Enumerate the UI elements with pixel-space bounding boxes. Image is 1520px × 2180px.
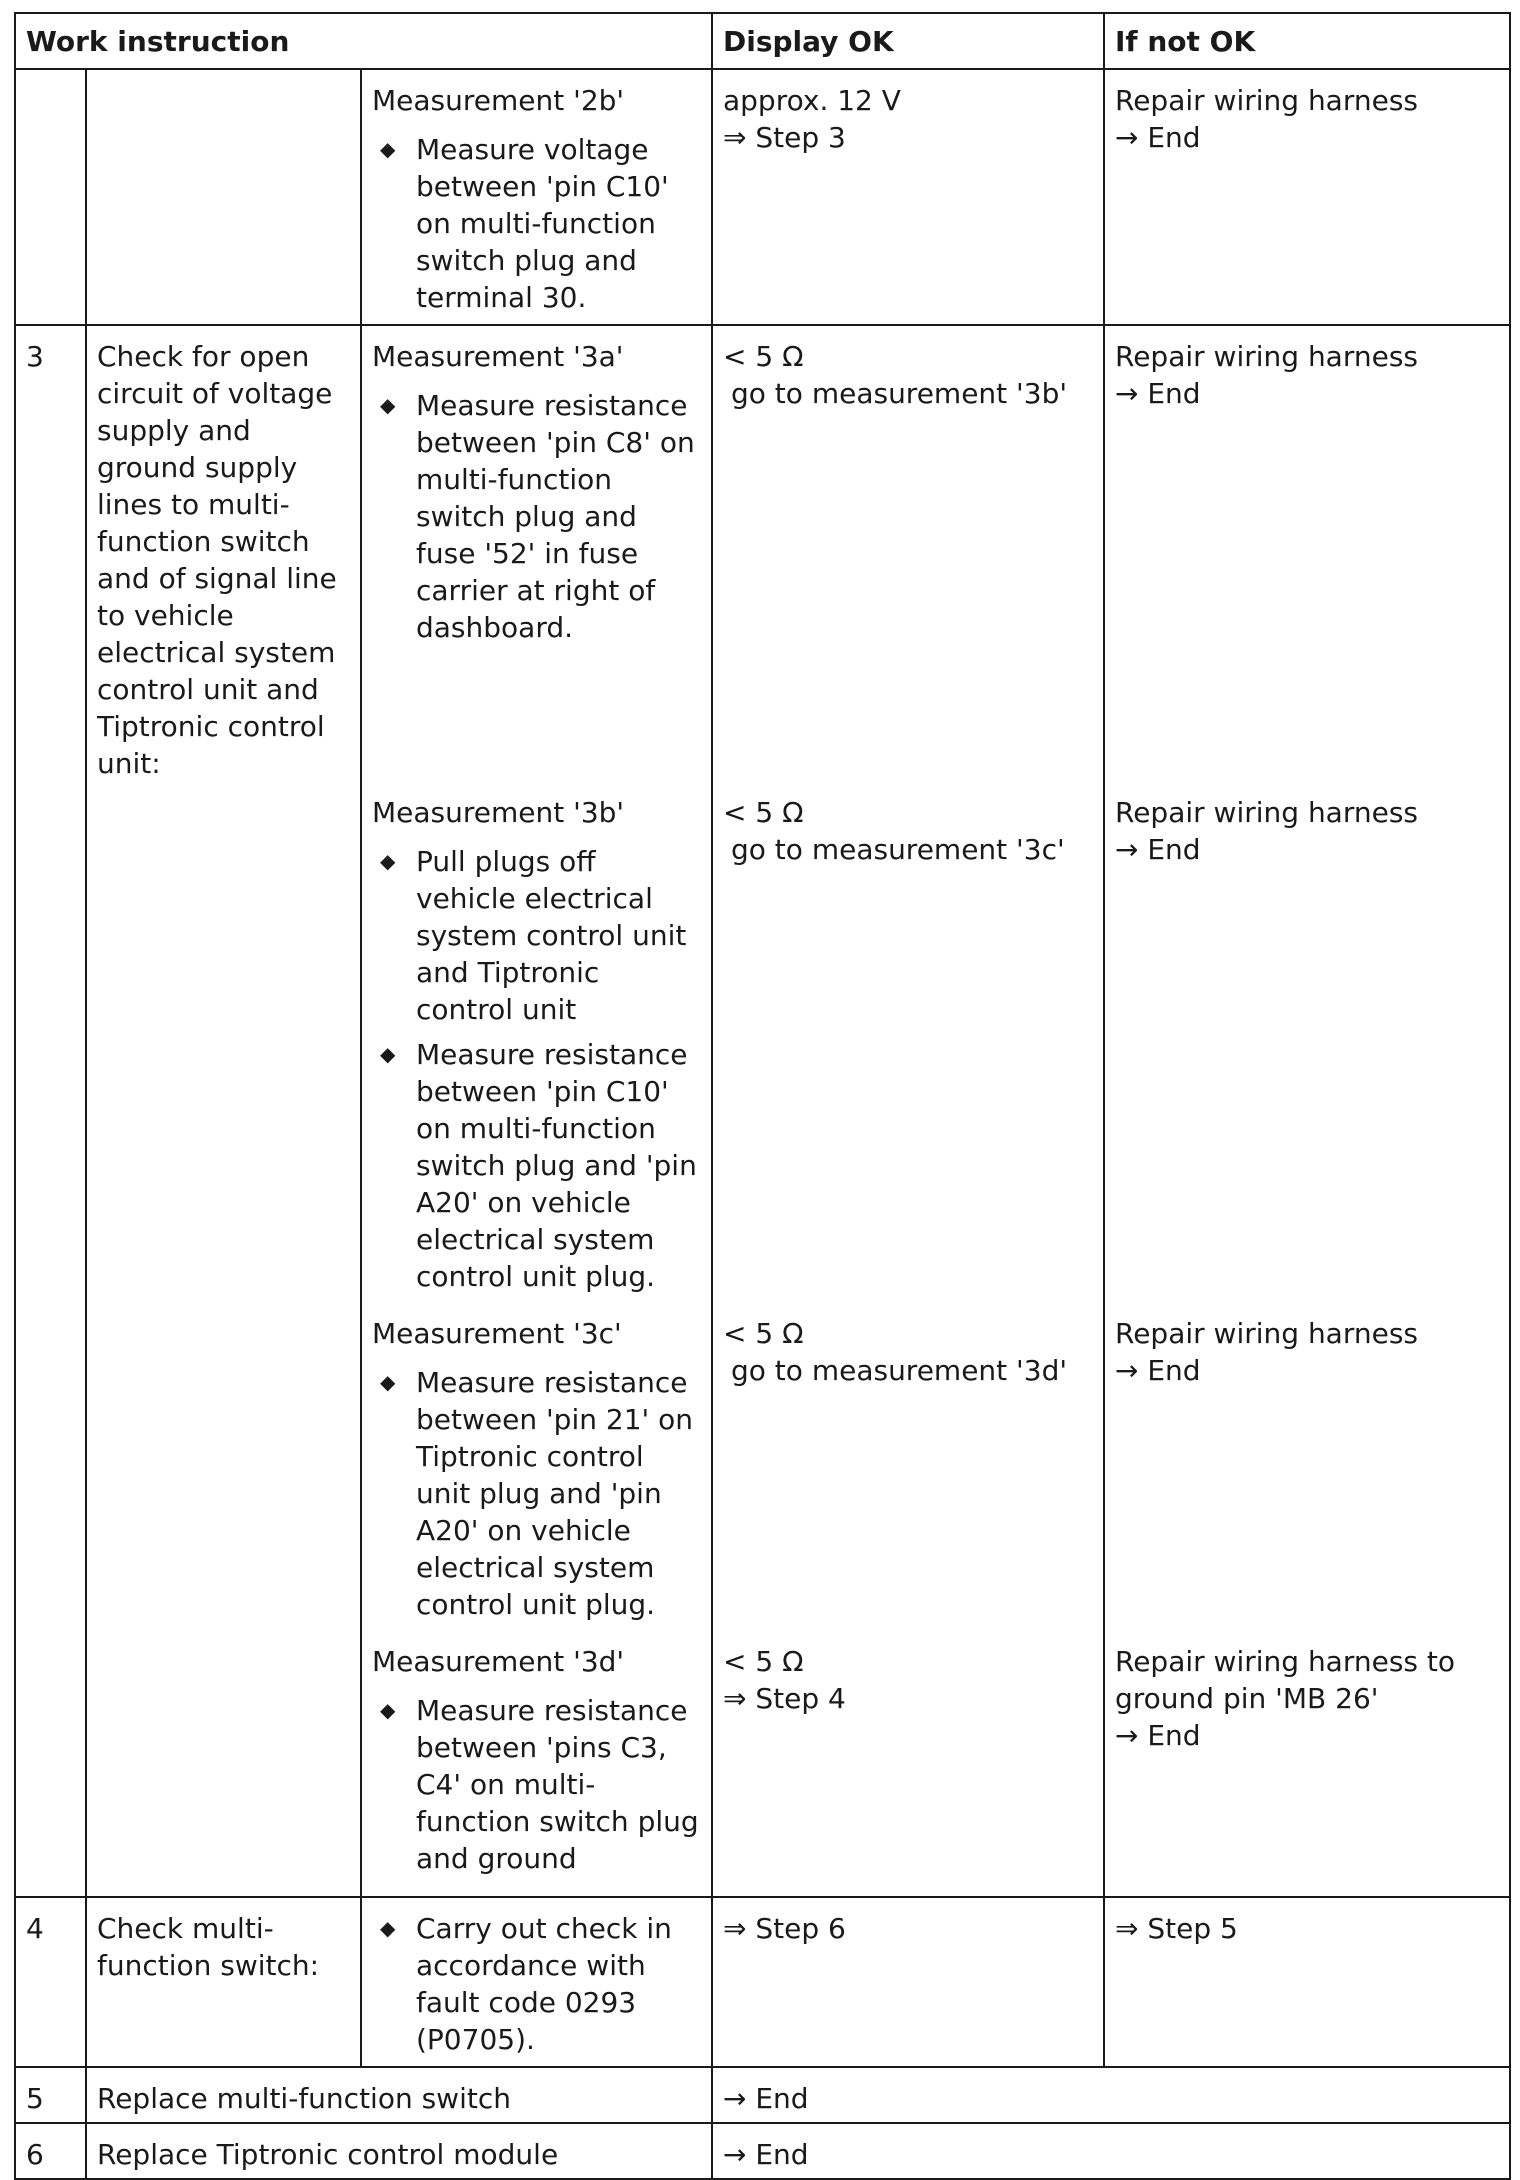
step-number-5: 5 <box>15 2067 86 2123</box>
not-ok-cell <box>1104 69 1510 325</box>
diamond-bullet-icon: ◆ <box>380 1916 396 1940</box>
not-ok-action: Repair wiring harness <box>1115 796 1419 829</box>
display-ok-cell <box>712 782 1104 1303</box>
measurement-title: Measurement '3c' <box>372 1317 622 1350</box>
header-work-instruction: Work instruction <box>15 13 712 69</box>
instruction-cell <box>86 69 361 325</box>
step-6-result: → End <box>712 2123 1510 2179</box>
table-row-3d <box>15 1631 1510 1897</box>
measurement-3d <box>361 1631 712 1897</box>
step-number-cell <box>15 782 86 1303</box>
display-ok-cell: ⇒ Step 6 <box>712 1897 1104 2067</box>
step-number-3: 3 <box>15 325 86 782</box>
diamond-bullet-icon: ◆ <box>380 393 396 417</box>
not-ok-next: → End <box>1115 377 1201 410</box>
measurement-2b <box>361 69 712 325</box>
list-item: ◆ Carry out check in accordance with fault code 0293 (P0705). <box>380 1912 672 2056</box>
ok-value: < 5 Ω <box>723 1317 804 1350</box>
list-item: ◆ Measure resistance between 'pin 21' on Tiptronic control unit plug and 'pin A20' on vehicle electrical system control unit plug. <box>380 1366 693 1621</box>
ok-next: go to measurement '3b' <box>731 377 1068 410</box>
step-6-instruction: Replace Tiptronic control module <box>86 2123 712 2179</box>
measurement-title: Measurement '2b' <box>372 84 625 117</box>
not-ok-cell <box>1104 1303 1510 1631</box>
list-item: ◆ Measure voltage between 'pin C10' on multi-function switch plug and terminal 30. <box>380 133 669 314</box>
not-ok-cell: ⇒ Step 5 <box>1104 1897 1510 2067</box>
not-ok-cell <box>1104 325 1510 782</box>
ok-next: ⇒ Step 3 <box>723 121 846 154</box>
measurement-3b <box>361 782 712 1303</box>
measurement-3c <box>361 1303 712 1631</box>
not-ok-next: → End <box>1115 1719 1201 1752</box>
list-item: ◆ Measure resistance between 'pins C3, C4' on multi-function switch plug and ground <box>380 1694 699 1875</box>
not-ok-next: → End <box>1115 1354 1201 1387</box>
ok-next: go to measurement '3c' <box>731 833 1065 866</box>
measurement-3a <box>361 325 712 782</box>
step-number-4: 4 <box>15 1897 86 2067</box>
table-row-3c <box>15 1303 1510 1631</box>
not-ok-action: Repair wiring harness <box>1115 84 1419 117</box>
table-row-5 <box>15 2067 1510 2123</box>
diamond-bullet-icon: ◆ <box>380 849 396 873</box>
not-ok-next: → End <box>1115 833 1201 866</box>
ok-next: go to measurement '3d' <box>731 1354 1068 1387</box>
instruction-cell <box>86 1303 361 1631</box>
ok-value: < 5 Ω <box>723 796 804 829</box>
diamond-bullet-icon: ◆ <box>380 137 396 161</box>
display-ok-cell <box>712 325 1104 782</box>
not-ok-next: → End <box>1115 121 1201 154</box>
work-instruction-table <box>14 12 1511 2180</box>
table-row-2b <box>15 69 1510 325</box>
list-item: ◆ Pull plugs off vehicle electrical system control unit and Tiptronic control unit <box>380 845 687 1026</box>
step-4-instruction: Check multi-function switch: <box>86 1897 361 2067</box>
diamond-bullet-icon: ◆ <box>380 1370 396 1394</box>
step-5-result: → End <box>712 2067 1510 2123</box>
list-item: ◆ Measure resistance between 'pin C8' on multi-function switch plug and fuse '52' in fuse carrier at right of dashboard. <box>380 389 695 644</box>
display-ok-cell <box>712 1631 1104 1897</box>
step-number-cell <box>15 69 86 325</box>
step-number-6: 6 <box>15 2123 86 2179</box>
diamond-bullet-icon: ◆ <box>380 1042 396 1066</box>
measurement-title: Measurement '3a' <box>372 340 624 373</box>
not-ok-action: Repair wiring harness <box>1115 1317 1419 1350</box>
not-ok-action: Repair wiring harness to ground pin 'MB 26' <box>1115 1645 1456 1715</box>
ok-value: < 5 Ω <box>723 1645 804 1678</box>
instruction-cell <box>86 1631 361 1897</box>
diamond-bullet-icon: ◆ <box>380 1698 396 1722</box>
header-display-ok: Display OK <box>712 13 1104 69</box>
measurement-title: Measurement '3d' <box>372 1645 625 1678</box>
ok-value: approx. 12 V <box>723 84 901 117</box>
not-ok-cell <box>1104 782 1510 1303</box>
not-ok-cell <box>1104 1631 1510 1897</box>
not-ok-action: Repair wiring harness <box>1115 340 1419 373</box>
table-row-3a <box>15 325 1510 782</box>
instruction-cell <box>86 782 361 1303</box>
table-row-4 <box>15 1897 1510 2067</box>
ok-next: ⇒ Step 4 <box>723 1682 846 1715</box>
step-number-cell <box>15 1303 86 1631</box>
header-if-not-ok: If not OK <box>1104 13 1510 69</box>
display-ok-cell <box>712 69 1104 325</box>
step-5-instruction: Replace multi-function switch <box>86 2067 712 2123</box>
ok-value: < 5 Ω <box>723 340 804 373</box>
step-4-check <box>361 1897 712 2067</box>
header-row <box>15 13 1510 69</box>
list-item: ◆ Measure resistance between 'pin C10' on multi-function switch plug and 'pin A20' on vehicle electrical system control unit plug. <box>380 1038 697 1293</box>
step-number-cell <box>15 1631 86 1897</box>
display-ok-cell <box>712 1303 1104 1631</box>
step-3-instruction: Check for open circuit of voltage supply and ground supply lines to multi-function switch and of signal line to vehicle electrical system control unit and Tiptronic control unit: <box>86 325 361 782</box>
table-row-3b <box>15 782 1510 1303</box>
measurement-title: Measurement '3b' <box>372 796 625 829</box>
table-row-6 <box>15 2123 1510 2179</box>
